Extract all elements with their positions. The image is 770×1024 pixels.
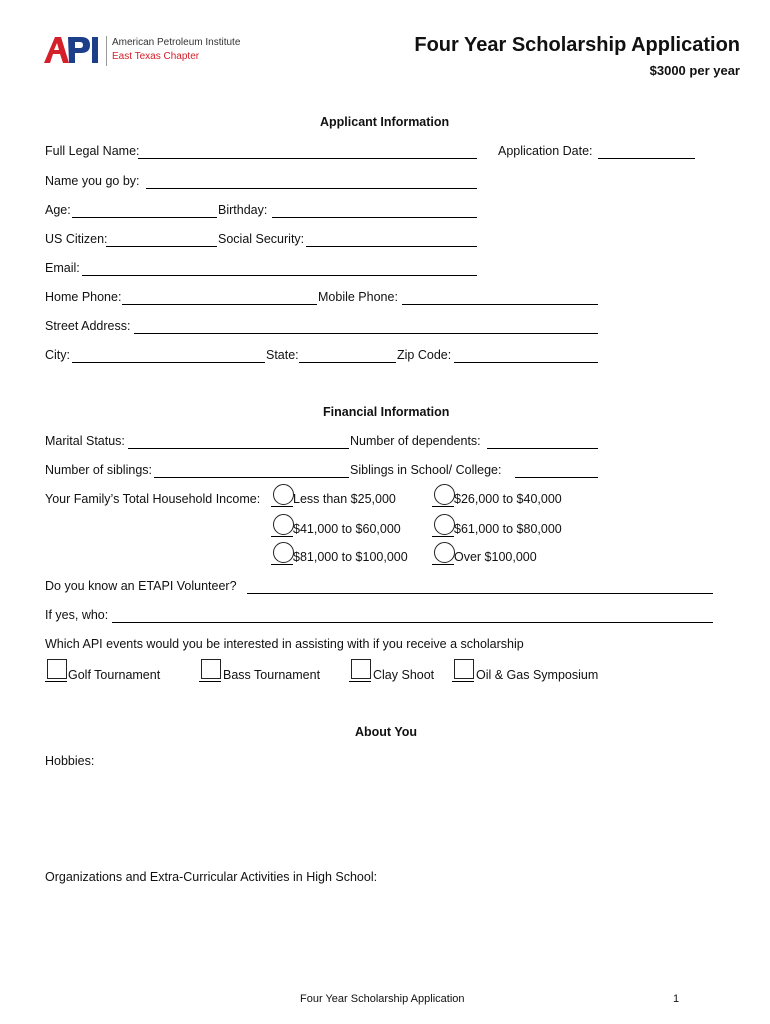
dependents-field[interactable]	[487, 448, 598, 449]
logo-chapter-name: East Texas Chapter	[112, 51, 200, 62]
event-label: Oil & Gas Symposium	[476, 668, 599, 682]
city-field[interactable]	[72, 362, 265, 363]
application-date-field[interactable]	[598, 158, 695, 159]
email-field[interactable]	[82, 275, 477, 276]
age-label: Age:	[45, 203, 71, 217]
siblings-school-field[interactable]	[515, 477, 598, 478]
volunteer-question-label: Do you know an ETAPI Volunteer?	[45, 579, 237, 593]
api-logo-mark-icon	[44, 33, 104, 67]
social-security-field[interactable]	[306, 246, 477, 247]
radio-circle-icon[interactable]	[434, 484, 455, 505]
email-label: Email:	[45, 261, 80, 275]
organizations-label: Organizations and Extra-Curricular Activities in High School:	[45, 870, 378, 884]
option-underline	[271, 506, 293, 507]
income-option-label: Over $100,000	[454, 550, 537, 564]
option-underline	[271, 536, 293, 537]
street-address-field[interactable]	[134, 333, 598, 334]
option-underline	[349, 681, 371, 682]
radio-circle-icon[interactable]	[434, 514, 455, 535]
logo-divider	[106, 36, 107, 66]
name-go-by-label: Name you go by:	[45, 174, 140, 188]
us-citizen-label: US Citizen:	[45, 232, 108, 246]
income-option-label: $61,000 to $80,000	[454, 522, 562, 536]
scholarship-amount: $3000 per year	[649, 63, 740, 78]
radio-circle-icon[interactable]	[273, 484, 294, 505]
radio-circle-icon[interactable]	[434, 542, 455, 563]
checkbox-icon[interactable]	[454, 659, 474, 679]
checkbox-icon[interactable]	[201, 659, 221, 679]
marital-status-field[interactable]	[128, 448, 349, 449]
event-label: Bass Tournament	[223, 668, 321, 682]
us-citizen-field[interactable]	[106, 246, 217, 247]
birthday-label: Birthday:	[218, 203, 268, 217]
hobbies-area[interactable]	[45, 772, 715, 862]
volunteer-field[interactable]	[247, 593, 713, 594]
event-label: Clay Shoot	[373, 668, 435, 682]
option-underline	[432, 536, 454, 537]
section-about-title: About You	[355, 725, 418, 739]
home-phone-label: Home Phone:	[45, 290, 122, 304]
mobile-phone-field[interactable]	[402, 304, 598, 305]
footer-doc-name: Four Year Scholarship Application	[300, 993, 465, 1005]
home-phone-field[interactable]	[122, 304, 317, 305]
age-field[interactable]	[72, 217, 217, 218]
full-legal-name-field[interactable]	[138, 158, 477, 159]
siblings-field[interactable]	[154, 477, 349, 478]
option-underline	[199, 681, 221, 682]
radio-circle-icon[interactable]	[273, 514, 294, 535]
events-question-label: Which API events would you be interested in assisting with if you receive a scholarship	[45, 637, 524, 651]
income-option-label: $41,000 to $60,000	[293, 522, 401, 536]
income-option-label: $26,000 to $40,000	[454, 492, 562, 506]
zip-label: Zip Code:	[397, 348, 452, 362]
section-applicant-title: Applicant Information	[320, 115, 450, 129]
if-yes-field[interactable]	[112, 622, 713, 623]
street-address-label: Street Address:	[45, 319, 131, 333]
income-option-label: Less than $25,000	[293, 492, 396, 506]
footer-page-number: 1	[673, 993, 680, 1005]
api-logo	[44, 33, 244, 69]
name-go-by-field[interactable]	[146, 188, 477, 189]
page-title: Four Year Scholarship Application	[414, 34, 740, 56]
organizations-area[interactable]	[45, 888, 715, 978]
application-date-label: Application Date:	[498, 144, 593, 158]
hobbies-label: Hobbies:	[45, 754, 95, 768]
option-underline	[452, 681, 474, 682]
option-underline	[45, 681, 67, 682]
section-financial-title: Financial Information	[323, 405, 450, 419]
checkbox-icon[interactable]	[47, 659, 67, 679]
marital-status-label: Marital Status:	[45, 434, 125, 448]
full-legal-name-label: Full Legal Name:	[45, 144, 140, 158]
mobile-phone-label: Mobile Phone:	[318, 290, 398, 304]
option-underline	[271, 564, 293, 565]
logo-org-name: American Petroleum Institute	[112, 37, 241, 48]
checkbox-icon[interactable]	[351, 659, 371, 679]
income-option-label: $81,000 to $100,000	[293, 550, 408, 564]
radio-circle-icon[interactable]	[273, 542, 294, 563]
if-yes-label: If yes, who:	[45, 608, 109, 622]
state-label: State:	[266, 348, 299, 362]
birthday-field[interactable]	[272, 217, 477, 218]
city-label: City:	[45, 348, 70, 362]
siblings-school-label: Siblings in School/ College:	[350, 463, 502, 477]
dependents-label: Number of dependents:	[350, 434, 481, 448]
option-underline	[432, 564, 454, 565]
social-security-label: Social Security:	[218, 232, 305, 246]
option-underline	[432, 506, 454, 507]
state-field[interactable]	[299, 362, 396, 363]
zip-field[interactable]	[454, 362, 598, 363]
siblings-label: Number of siblings:	[45, 463, 152, 477]
event-label: Golf Tournament	[68, 668, 161, 682]
income-label: Your Family’s Total Household Income:	[45, 492, 261, 506]
